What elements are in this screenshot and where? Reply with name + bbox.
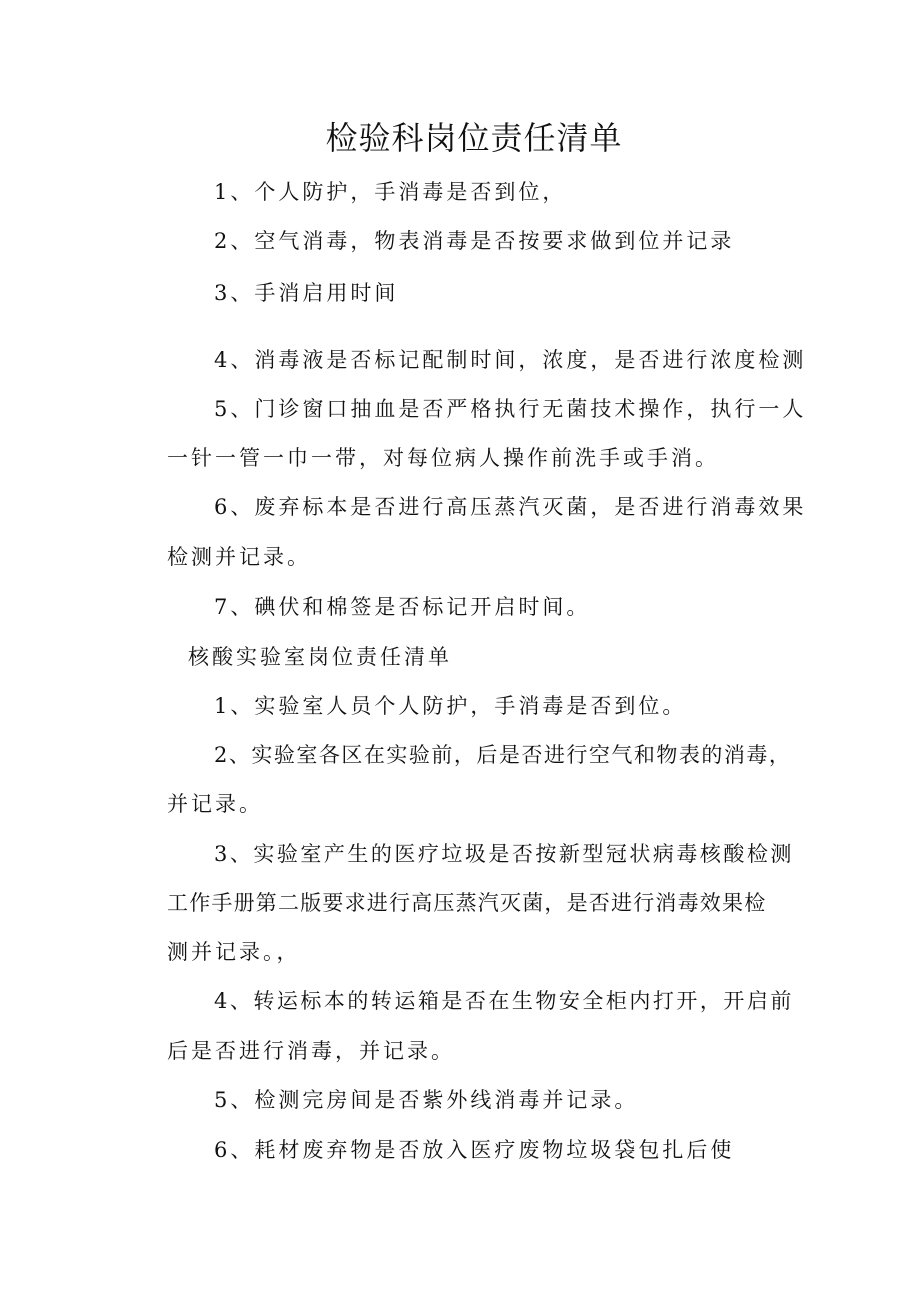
text-line: 工作手册第二版要求进行高压蒸汽灭菌，是否进行消毒效果检 xyxy=(167,891,767,915)
text-line: 2、空气消毒，物表消毒是否按要求做到位并记录 xyxy=(214,229,735,253)
text-line: 5、检测完房间是否紫外线消毒并记录。 xyxy=(214,1088,639,1112)
section-heading: 核酸实验室岗位责任清单 xyxy=(188,645,452,669)
text-line: 后是否进行消毒，并记录。 xyxy=(167,1039,455,1063)
text-line: 一针一管一巾一带，对每位病人操作前洗手或手消。 xyxy=(167,446,719,470)
text-line: 2、实验室各区在实验前，后是否进行空气和物表的消毒， xyxy=(214,743,792,767)
document-title: 检验科岗位责任清单 xyxy=(325,119,623,157)
text-line: 3、实验室产生的医疗垃圾是否按新型冠状病毒核酸检测 xyxy=(214,842,794,866)
text-line: 6、废弃标本是否进行高压蒸汽灭菌，是否进行消毒效果 xyxy=(214,495,807,519)
text-line: 5、门诊窗口抽血是否严格执行无菌技术操作，执行一人 xyxy=(214,397,807,421)
text-line: 检测并记录。 xyxy=(167,545,311,569)
text-line: 6、耗材废弃物是否放入医疗废物垃圾袋包扎后使 xyxy=(214,1138,735,1162)
text-line: 并记录。 xyxy=(167,792,263,816)
text-line: 测并记录。， xyxy=(167,940,301,964)
text-line: 1、个人防护，手消毒是否到位， xyxy=(214,180,567,204)
text-line: 1、实验室人员个人防护，手消毒是否到位。 xyxy=(214,694,687,718)
text-line: 7、碘伏和棉签是否标记开启时间。 xyxy=(214,595,591,619)
text-line: 4、消毒液是否标记配制时间，浓度，是否进行浓度检测 xyxy=(214,348,807,372)
text-line: 4、转运标本的转运箱是否在生物安全柜内打开，开启前 xyxy=(214,989,794,1013)
text-line: 3、手消启用时间 xyxy=(214,281,399,305)
